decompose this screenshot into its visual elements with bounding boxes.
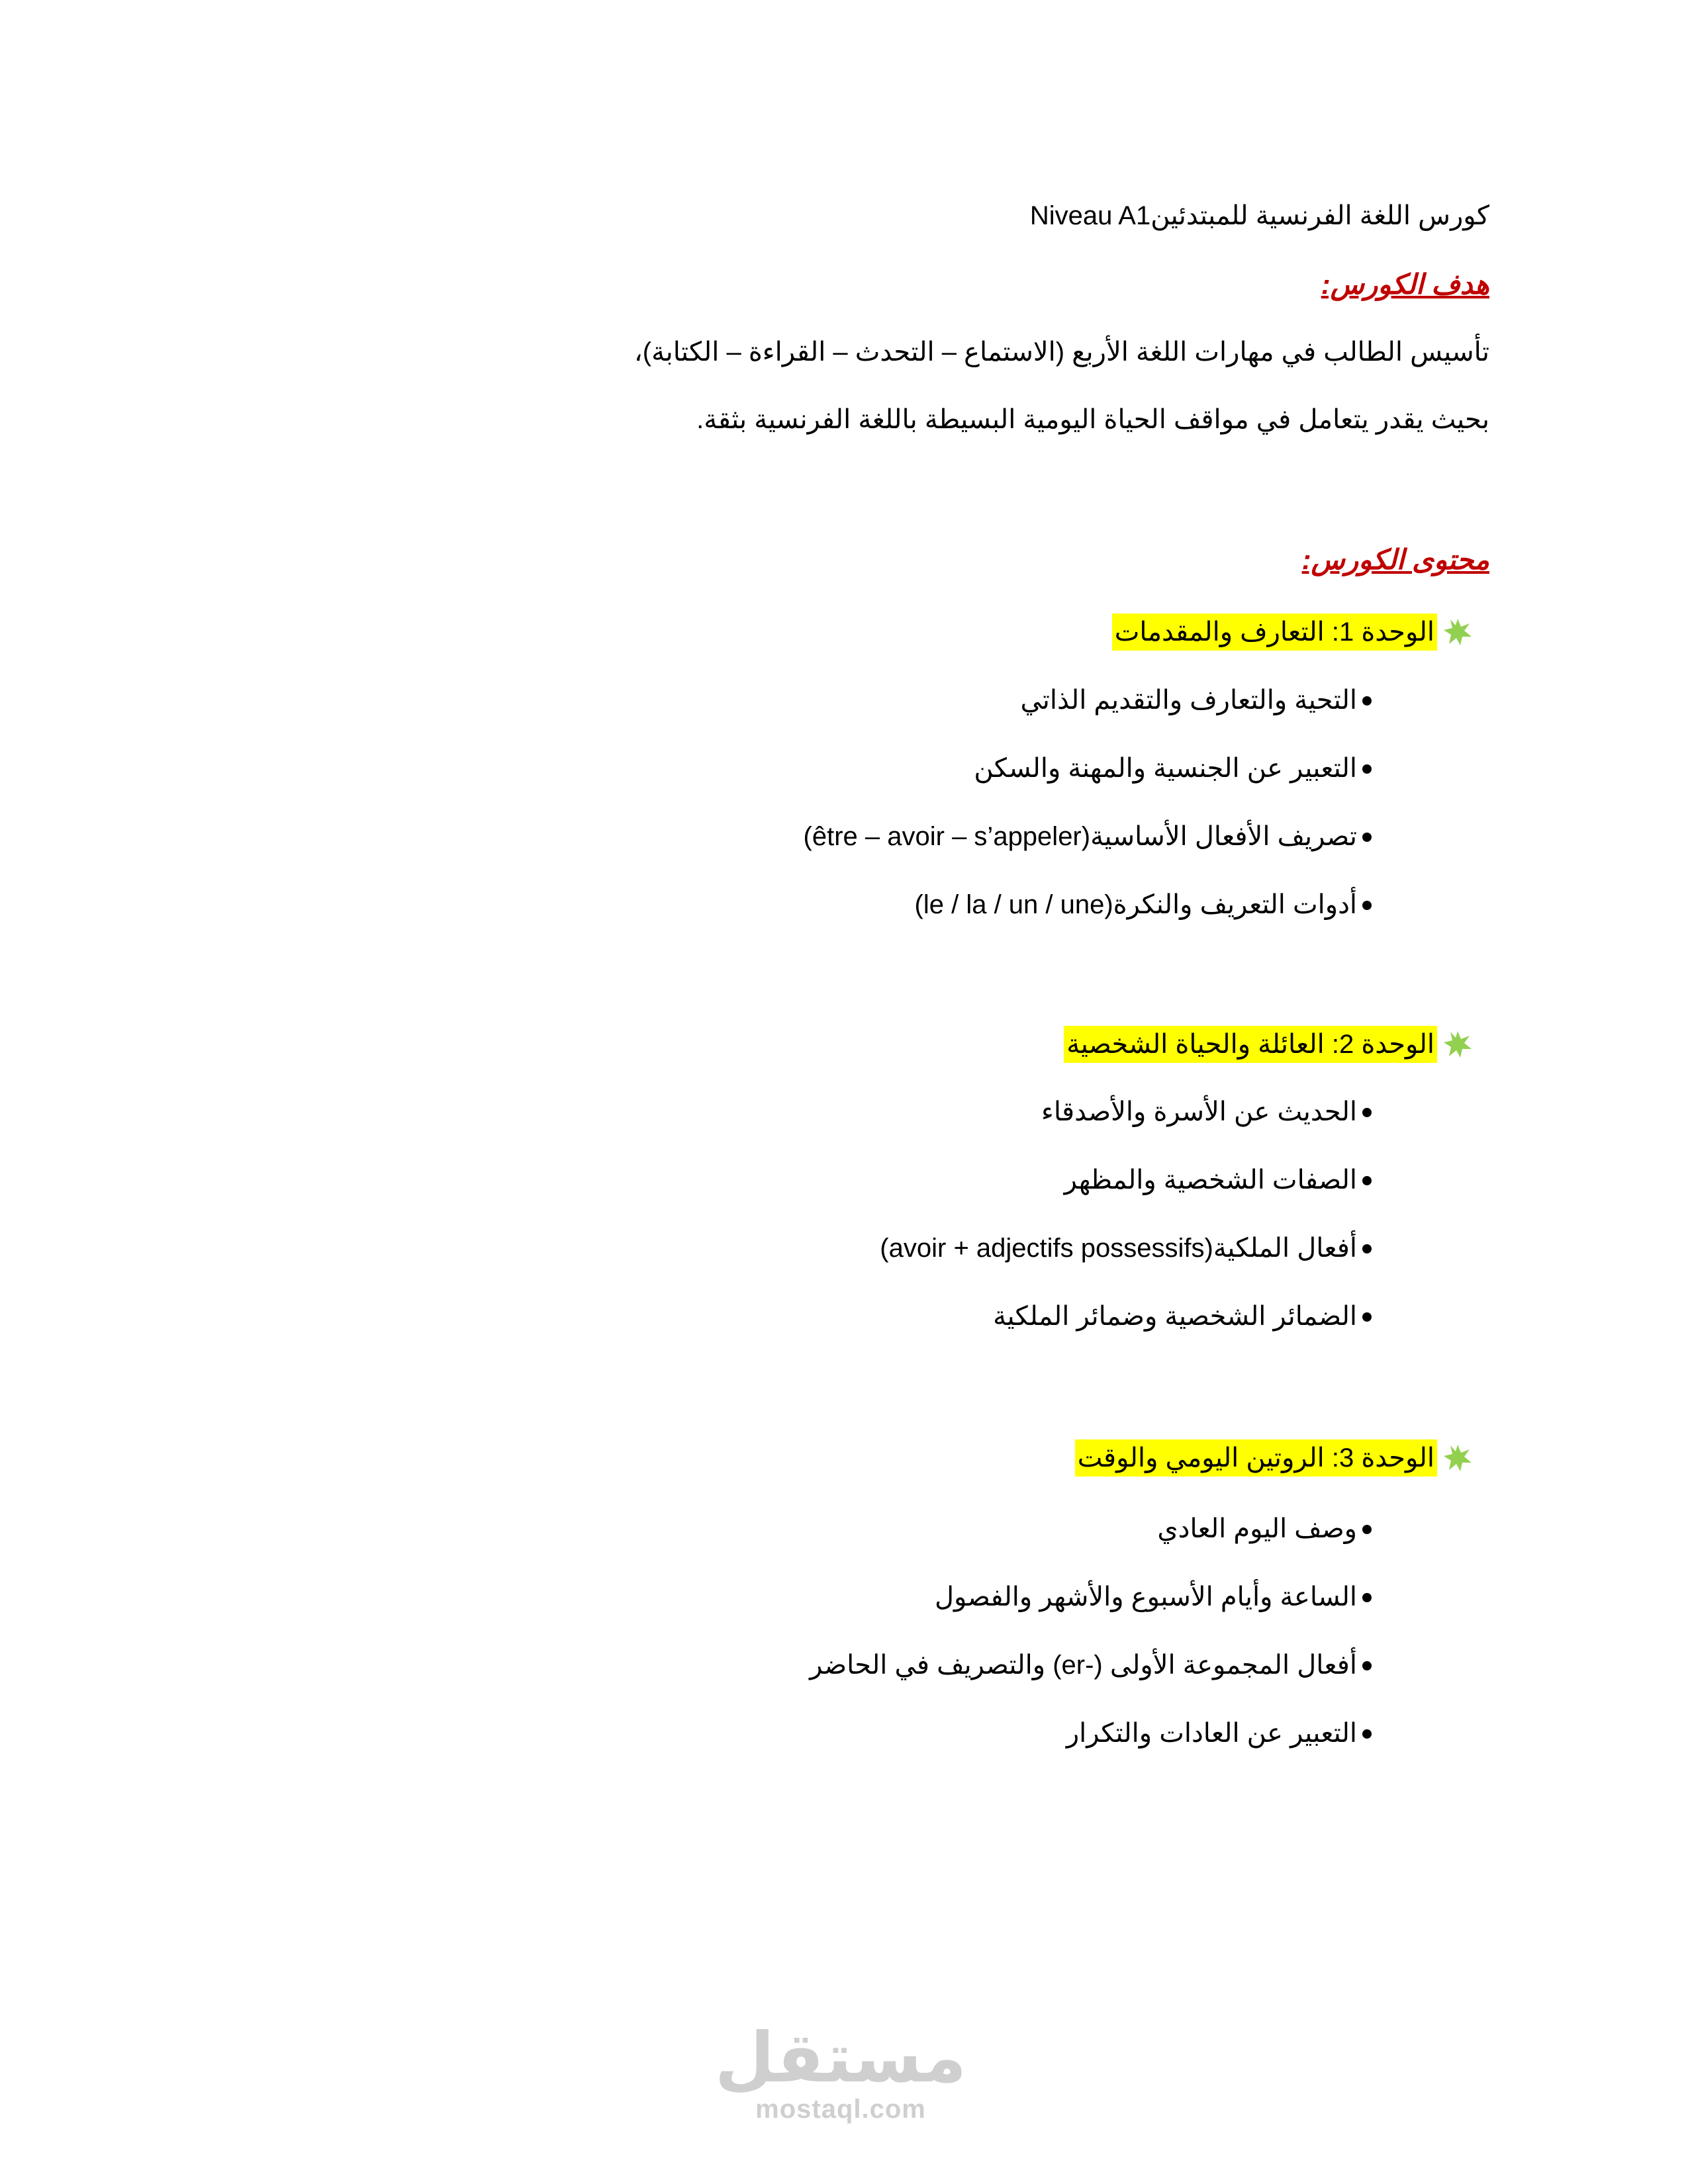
bullet-dot	[1362, 833, 1372, 842]
bullet-dot	[1362, 1661, 1372, 1670]
list-item	[993, 1298, 1357, 1335]
list-item	[915, 886, 1357, 923]
list-item	[804, 818, 1357, 855]
list-item-text: أدوات التعريف والنكرة(le / la / un / une)	[914, 890, 1357, 919]
star-icon	[1442, 1443, 1473, 1473]
list-item-text: أفعال المجموعة الأولى (-er) والتصريف في الحاضر	[810, 1651, 1357, 1680]
list-item	[810, 1647, 1357, 1684]
list-item-text: التحية والتعارف والتقديم الذاتي	[1020, 686, 1357, 715]
bullet-dot	[1362, 764, 1372, 774]
unit-2-heading	[1064, 1026, 1473, 1063]
bullet-dot	[1362, 901, 1372, 910]
goal-line-1: تأسيس الطالب في مهارات اللغة الأربع (الاستماع – التحدث – القراءة – الكتابة)،	[633, 338, 1489, 367]
list-item	[1157, 1510, 1357, 1547]
watermark-latin: mostaql.com	[755, 2095, 926, 2124]
list-item-text: الضمائر الشخصية وضمائر الملكية	[993, 1302, 1357, 1331]
list-item-text: الحديث عن الأسرة والأصدقاء	[1041, 1097, 1357, 1126]
list-item-text: التعبير عن العادات والتكرار	[1066, 1719, 1357, 1748]
goal-line-2: بحيث يقدر يتعامل في مواقف الحياة اليومية البسيطة باللغة الفرنسية بثقة.	[696, 405, 1489, 434]
list-item-text: تصريف الأفعال الأساسية(être – avoir – s’appeler)	[803, 822, 1357, 851]
unit-3-title: الوحدة 3: الروتين اليومي والوقت	[1075, 1439, 1437, 1477]
list-item-text: الساعة وأيام الأسبوع والأشهر والفصول	[934, 1582, 1357, 1612]
list-item-text: الصفات الشخصية والمظهر	[1064, 1165, 1357, 1195]
star-icon	[1442, 1029, 1473, 1060]
bullet-dot	[1362, 696, 1372, 705]
bullet-dot	[1362, 1525, 1372, 1534]
unit-2-title: الوحدة 2: العائلة والحياة الشخصية	[1064, 1026, 1437, 1063]
mostaql-watermark	[715, 2022, 966, 2134]
watermark-arabic: مستقل	[714, 2020, 967, 2097]
bullet-dot	[1362, 1176, 1372, 1185]
unit-3-heading	[1075, 1439, 1473, 1477]
course-title: كورس اللغة الفرنسية للمبتدئينNiveau A1	[1029, 201, 1489, 230]
unit-1-heading	[1112, 614, 1473, 651]
list-item	[1020, 682, 1357, 719]
list-item	[1064, 1161, 1357, 1199]
goal-heading: هدف الكورس:	[1321, 269, 1489, 300]
list-item-text: التعبير عن الجنسية والمهنة والسكن	[974, 754, 1357, 783]
list-item	[880, 1230, 1357, 1267]
bullet-dot	[1362, 1108, 1372, 1117]
bullet-dot	[1362, 1729, 1372, 1739]
list-item	[1066, 1715, 1357, 1752]
bullet-dot	[1362, 1593, 1372, 1602]
star-icon	[1442, 617, 1473, 647]
bullet-dot	[1362, 1244, 1372, 1253]
bullet-dot	[1362, 1312, 1372, 1322]
list-item	[974, 750, 1357, 787]
list-item-text: أفعال الملكية(avoir + adjectifs possessifs)	[880, 1234, 1357, 1263]
unit-1-title: الوحدة 1: التعارف والمقدمات	[1112, 614, 1437, 651]
list-item	[1041, 1093, 1357, 1130]
content-heading: محتوى الكورس:	[1301, 544, 1489, 575]
list-item	[935, 1578, 1357, 1615]
list-item-text: وصف اليوم العادي	[1157, 1514, 1357, 1543]
